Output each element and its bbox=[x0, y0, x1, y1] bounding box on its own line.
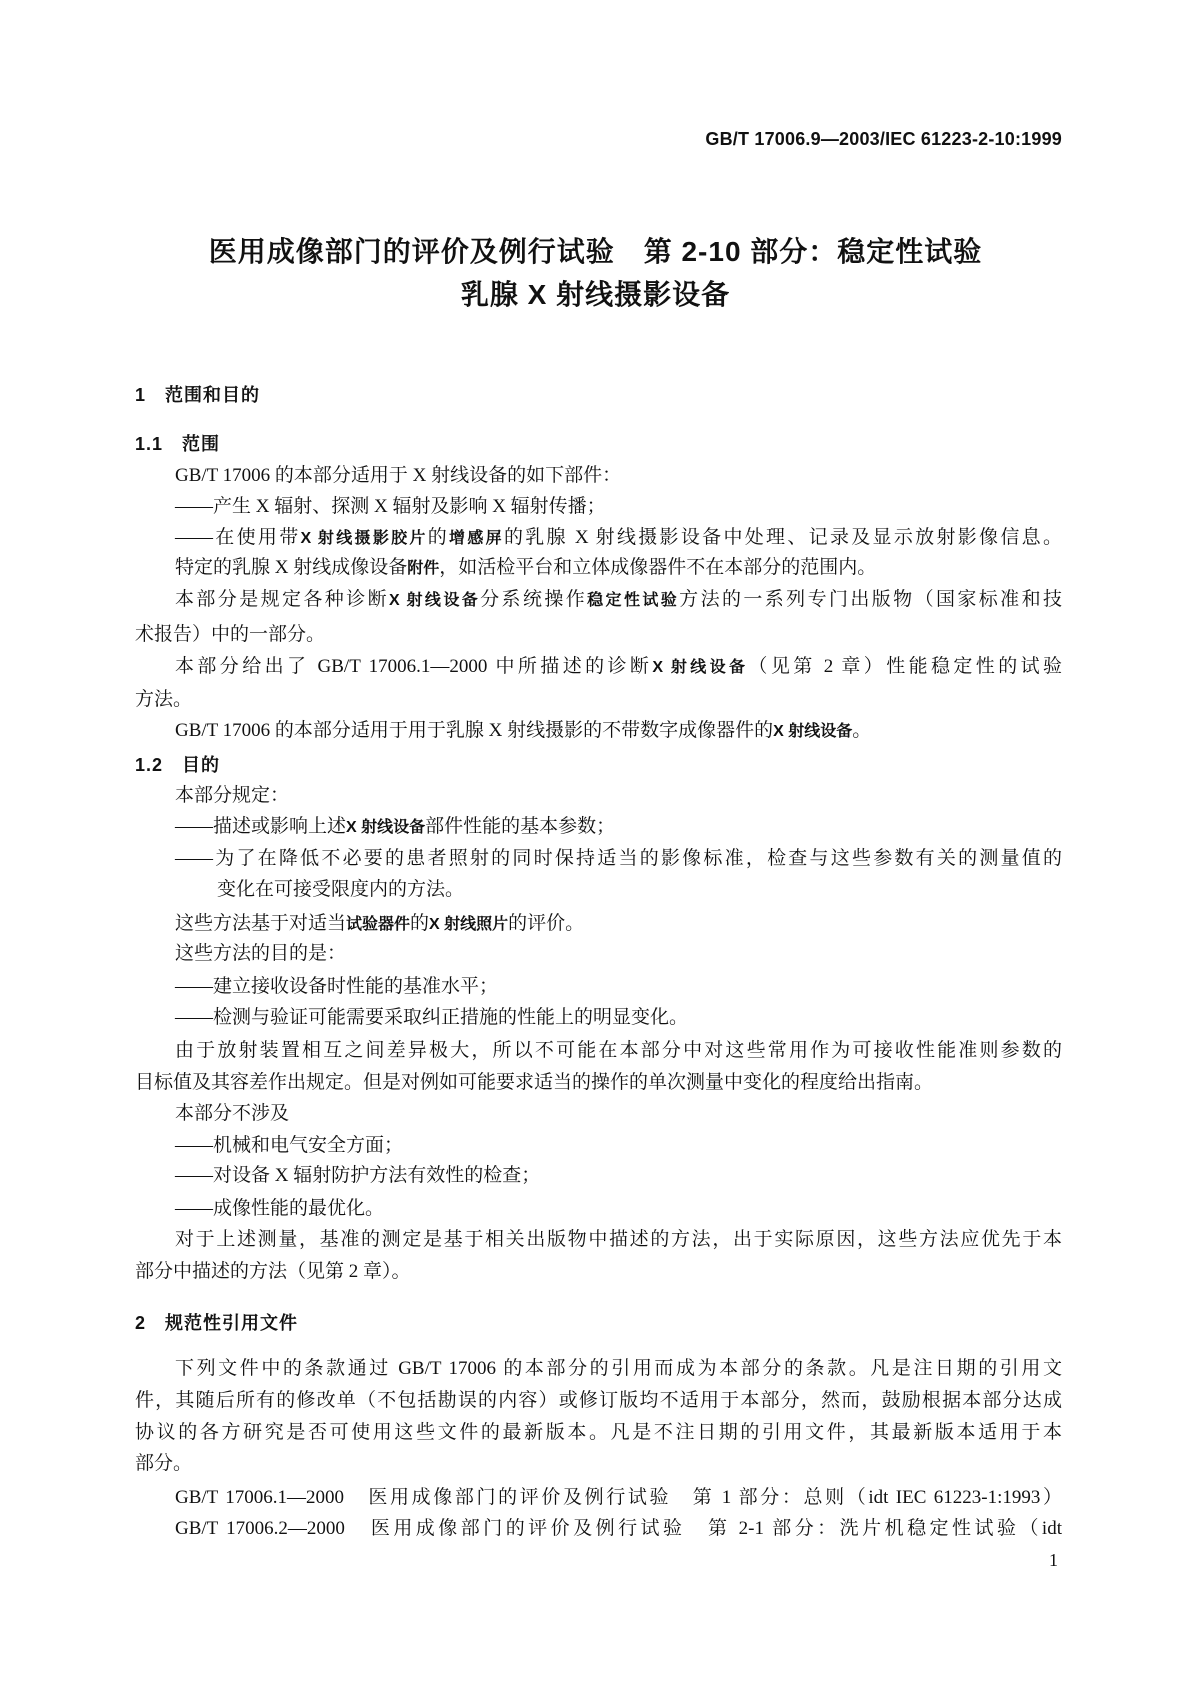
text-line bbox=[135, 1260, 1062, 1284]
text-segment: 件，其随后所有的修改单（不包括勘误的内容）或修订版均不适用于本部分，然而，鼓励根据本部分达成 bbox=[135, 1390, 1062, 1411]
text-segment: 方法的一系列专门出版物（国家标准和技 bbox=[679, 589, 1062, 610]
text-line bbox=[175, 1006, 1062, 1030]
text-line bbox=[175, 556, 1062, 581]
defined-term: X 射线设备 bbox=[773, 723, 853, 740]
text-line bbox=[135, 623, 1062, 647]
text-segment: 1.1 范围 bbox=[135, 434, 221, 454]
text-line bbox=[175, 1486, 1062, 1510]
text-line bbox=[217, 878, 1062, 902]
text-segment: 术报告）中的一部分。 bbox=[135, 624, 326, 645]
section-heading bbox=[135, 381, 260, 407]
text-segment: 这些方法的目的是： bbox=[175, 943, 347, 964]
text-line bbox=[135, 1421, 1062, 1445]
text-segment: ——在使用带 bbox=[175, 527, 301, 548]
text-line bbox=[135, 1071, 1062, 1095]
defined-term: X 射线设备 bbox=[389, 592, 481, 609]
defined-term: 增感屏 bbox=[449, 530, 504, 547]
text-segment: 本部分不涉及 bbox=[175, 1103, 290, 1124]
defined-term: 附件 bbox=[407, 560, 440, 577]
text-segment: ，如活检平台和立体成像器件不在本部分的范围内。 bbox=[439, 557, 877, 578]
defined-term: X 射线摄影胶片 bbox=[300, 530, 428, 547]
text-segment: 部分中描述的方法（见第 2 章）。 bbox=[135, 1261, 411, 1282]
defined-term: 试验器件 bbox=[346, 916, 411, 933]
text-line bbox=[135, 1452, 1062, 1476]
text-segment: 协议的各方研究是否可使用这些文件的最新版本。凡是不注日期的引用文件，其最新版本适用于本 bbox=[135, 1422, 1062, 1443]
text-segment: ——成像性能的最优化。 bbox=[175, 1198, 385, 1219]
text-line bbox=[175, 1517, 1062, 1541]
text-line bbox=[175, 1134, 1062, 1158]
text-line bbox=[175, 655, 1062, 680]
text-segment: 特定的乳腺 X 射线成像设备 bbox=[175, 557, 408, 578]
text-segment: GB/T 17006.1—2000 医用成像部门的评价及例行试验 第 1 部分：总则（idt IEC 61223-1:1993） bbox=[175, 1487, 1062, 1508]
text-segment: 部件性能的基本参数； bbox=[425, 816, 616, 837]
text-line bbox=[175, 1164, 1062, 1188]
text-line bbox=[175, 847, 1062, 871]
text-segment: 本部分给出了 GB/T 17006.1—2000 中所描述的诊断 bbox=[175, 656, 653, 677]
document-title: 医用成像部门的评价及例行试验 第 2-10 部分：稳定性试验 bbox=[208, 236, 983, 267]
text-segment: ——建立接收设备时性能的基准水平； bbox=[175, 976, 499, 997]
text-line bbox=[175, 1102, 1062, 1126]
text-segment: 的 bbox=[410, 913, 430, 934]
defined-term: X 射线设备 bbox=[346, 819, 426, 836]
text-line bbox=[175, 975, 1062, 999]
text-segment: ——对设备 X 辐射防护方法有效性的检查； bbox=[175, 1165, 541, 1186]
text-segment: 下列文件中的条款通过 GB/T 17006 的本部分的引用而成为本部分的条款。凡是注日期的引用文 bbox=[175, 1358, 1062, 1379]
text-segment: 本部分是规定各种诊断 bbox=[175, 589, 390, 610]
text-line bbox=[175, 1197, 1062, 1221]
text-segment: ——检测与验证可能需要采取纠正措施的性能上的明显变化。 bbox=[175, 1007, 689, 1028]
text-segment: （见第 2 章）性能稳定性的试验 bbox=[748, 656, 1062, 677]
text-segment: ——机械和电气安全方面； bbox=[175, 1135, 404, 1156]
text-line bbox=[175, 719, 1062, 744]
text-segment: GB/T 17006 的本部分适用于 X 射线设备的如下部件： bbox=[175, 465, 622, 486]
text-line bbox=[175, 942, 1062, 966]
text-line bbox=[175, 495, 1062, 519]
text-segment: 变化在可接受限度内的方法。 bbox=[217, 879, 465, 900]
text-segment: ——为了在降低不必要的患者照射的同时保持适当的影像标准，检查与这些参数有关的测量值的 bbox=[175, 848, 1062, 869]
defined-term: X 射线照片 bbox=[429, 916, 509, 933]
text-segment: 2 规范性引用文件 bbox=[135, 1313, 299, 1333]
text-segment: 。 bbox=[852, 720, 872, 741]
standard-number-header: GB/T 17006.9—2003/IEC 61223-2-10:1999 bbox=[705, 129, 1062, 149]
text-segment: 1 范围和目的 bbox=[135, 385, 261, 405]
text-segment: 目标值及其容差作出规定。但是对例如可能要求适当的操作的单次测量中变化的程度给出指南。 bbox=[135, 1072, 934, 1093]
text-line bbox=[135, 688, 1062, 712]
text-segment: 部分。 bbox=[135, 1453, 193, 1474]
text-segment: ——描述或影响上述 bbox=[175, 816, 347, 837]
document-subtitle: 乳腺 X 射线摄影设备 bbox=[460, 279, 731, 310]
defined-term: X 射线设备 bbox=[652, 659, 749, 676]
text-segment: 1.2 目的 bbox=[135, 755, 221, 775]
text-line bbox=[175, 588, 1062, 613]
text-line bbox=[175, 1039, 1062, 1063]
text-line bbox=[175, 464, 1062, 488]
section-heading bbox=[135, 751, 220, 777]
text-segment: 本部分规定： bbox=[175, 785, 290, 806]
text-segment: ——产生 X 辐射、探测 X 辐射及影响 X 辐射传播； bbox=[175, 496, 606, 517]
text-segment: 的 bbox=[427, 527, 450, 548]
text-line bbox=[175, 815, 1062, 840]
text-segment: 这些方法基于对适当 bbox=[175, 913, 347, 934]
text-line bbox=[175, 1357, 1062, 1381]
text-segment: GB/T 17006 的本部分适用于用于乳腺 X 射线摄影的不带数字成像器件的 bbox=[175, 720, 774, 741]
text-line bbox=[175, 784, 1062, 808]
text-line bbox=[175, 1228, 1062, 1252]
text-line bbox=[175, 912, 1062, 937]
text-segment: 的乳腺 X 射线摄影设备中处理、记录及显示放射影像信息。 bbox=[503, 527, 1062, 548]
defined-term: 稳定性试验 bbox=[587, 592, 680, 609]
text-line bbox=[135, 1389, 1062, 1413]
text-segment: GB/T 17006.2—2000 医用成像部门的评价及例行试验 第 2-1 部分：洗片机稳定性试验（idt bbox=[175, 1518, 1062, 1539]
text-segment: 的评价。 bbox=[508, 913, 585, 934]
text-segment: 方法。 bbox=[135, 689, 193, 710]
text-segment: 分系统操作 bbox=[480, 589, 588, 610]
text-line bbox=[175, 526, 1062, 551]
section-heading bbox=[135, 430, 220, 456]
section-heading bbox=[135, 1309, 298, 1335]
text-segment: 由于放射装置相互之间差异极大，所以不可能在本部分中对这些常用作为可接收性能准则参数的 bbox=[175, 1040, 1062, 1061]
text-segment: 对于上述测量，基准的测定是基于相关出版物中描述的方法，出于实际原因，这些方法应优先于本 bbox=[175, 1229, 1062, 1250]
page-number: 1 bbox=[1049, 1550, 1058, 1570]
